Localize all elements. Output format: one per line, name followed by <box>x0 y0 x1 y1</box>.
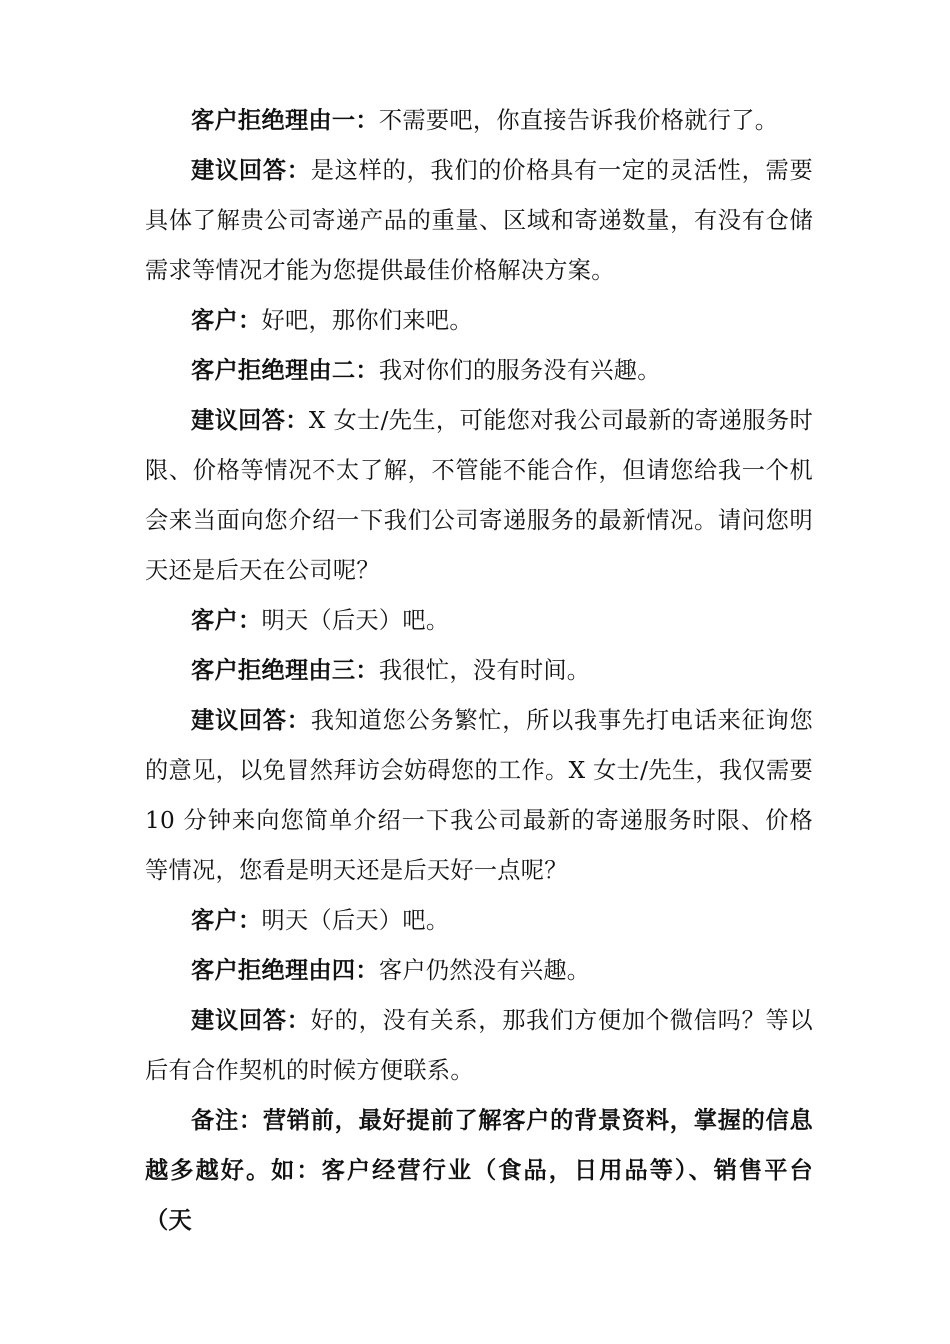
paragraph-label: 客户： <box>191 607 262 634</box>
paragraph-refusal-4 <box>145 946 813 996</box>
paragraph-refusal-1 <box>145 96 813 146</box>
paragraph-label: 客户拒绝理由二： <box>191 357 379 384</box>
paragraph-refusal-3 <box>145 646 813 696</box>
paragraph-answer-1 <box>145 146 813 296</box>
paragraph-label: 建议回答： <box>191 1007 311 1034</box>
paragraph-text: 我很忙，没有时间。 <box>378 657 591 684</box>
paragraph-label: 建议回答： <box>191 407 309 434</box>
paragraph-text: 明天（后天）吧。 <box>261 607 450 634</box>
paragraph-text: X 女士/先生，可能您对我公司最新的寄递服务时限、价格等情况不太了解，不管能不能合作，但请您给我一个机会来当面向您介绍一下我们公司寄递服务的最新情况。请问您明天还是后天在公司呢？ <box>145 407 814 584</box>
paragraph-text: 明天（后天）吧。 <box>261 907 450 934</box>
paragraph-text: 不需要吧，你直接告诉我价格就行了。 <box>378 107 779 134</box>
paragraph-label: 建议回答： <box>191 157 311 184</box>
document-body <box>145 96 813 1246</box>
paragraph-text: 我知道您公务繁忙，所以我事先打电话来征询您的意见，以免冒然拜访会妨碍您的工作。X 女士/先生，我仅需要 10 分钟来向您简单介绍一下我公司最新的寄递服务时限、价格等情况，您看是明天还是后天好一点呢？ <box>145 707 813 884</box>
paragraph-label: 客户拒绝理由四： <box>191 957 379 984</box>
paragraph-customer-3 <box>145 896 813 946</box>
paragraph-label: 客户： <box>191 907 262 934</box>
paragraph-label: 建议回答： <box>191 707 311 734</box>
paragraph-customer-1 <box>145 296 813 346</box>
paragraph-text: 好吧，那你们来吧。 <box>261 307 473 334</box>
paragraph-text: 好的，没有关系，那我们方便加个微信吗？等以后有合作契机的时候方便联系。 <box>145 1007 813 1084</box>
paragraph-label: 客户拒绝理由一： <box>191 107 379 134</box>
paragraph-text: 我对你们的服务没有兴趣。 <box>378 357 661 384</box>
paragraph-note: 备注：营销前，最好提前了解客户的背景资料，掌握的信息越多越好。如：客户经营行业（食品，日用品等）、销售平台（天 <box>145 1107 813 1234</box>
paragraph-label: 客户： <box>191 307 262 334</box>
paragraph-text: 客户仍然没有兴趣。 <box>378 957 591 984</box>
paragraph-answer-4 <box>145 996 813 1096</box>
paragraph-customer-2 <box>145 596 813 646</box>
paragraph-answer-2 <box>145 396 813 596</box>
paragraph-label: 客户拒绝理由三： <box>191 657 379 684</box>
paragraph-answer-3 <box>145 696 813 896</box>
paragraph-refusal-2 <box>145 346 813 396</box>
paragraph-text: 是这样的，我们的价格具有一定的灵活性，需要具体了解贵公司寄递产品的重量、区域和寄递数量，有没有仓储需求等情况才能为您提供最佳价格解决方案。 <box>145 157 813 284</box>
